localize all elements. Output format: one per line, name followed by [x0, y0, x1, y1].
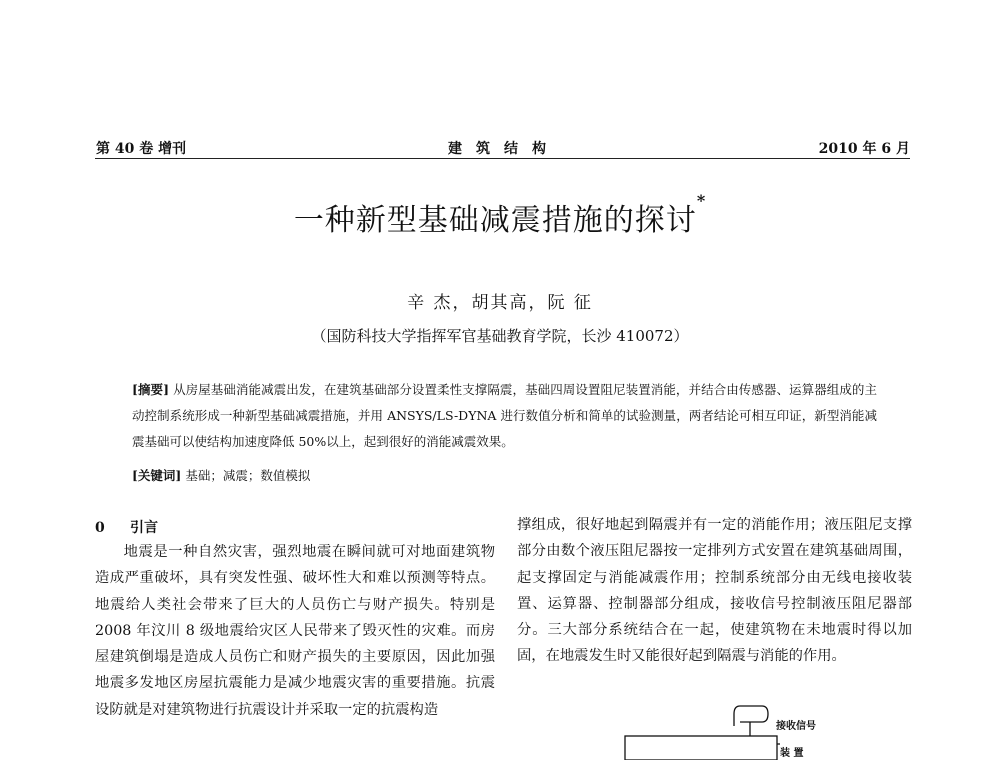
figure-label-device: 装 置 [780, 748, 804, 759]
section-heading [95, 517, 158, 537]
figure-label-receive: 接收信号 [776, 721, 816, 732]
system-diagram [600, 700, 860, 760]
right-column-paragraph: 撑组成，很好地起到隔震并有一定的消能作用；液压阻尼支撑部分由数个液压阻尼器按一定排列方式安置在建筑基础周围，起支撑固定与消能减震作用；控制系统部分由无线电接收装置、运算器、控制器部分组成，接收信号控制液压阻尼器部分。三大部分系统结合在一起，使建筑物在未地震时得以加固，在地震发生时又能很好起到隔震与消能的作用。 [517, 517, 912, 665]
keywords-label: [关键词] [132, 468, 182, 483]
keywords [132, 466, 877, 484]
right-column [517, 512, 912, 670]
abstract [132, 377, 877, 455]
paper-title-text: 一种新型基础减震措施的探讨 [293, 203, 697, 238]
paper-title [0, 191, 1000, 239]
antenna-icon [734, 706, 768, 726]
authors: 辛 杰，胡其高，阮 征 [407, 293, 593, 313]
affiliation: （国防科技大学指挥军官基础教育学院，长沙 410072） [311, 327, 689, 345]
device-box [625, 736, 777, 760]
keywords-text: 基础；减震；数值模拟 [181, 468, 311, 483]
abstract-text: 从房屋基础消能减震出发，在建筑基础部分设置柔性支撑隔震，基础四周设置阻尼装置消能，并结合由传感器、运算器组成的主动控制系统形成一种新型基础减震措施，并用 ANSYS/LS-DYNA 进行数值分析和简单的试验测量，两者结论可相互印证，新型消能减震基础可以使结构加速度降低 50%以上，起到很好的消能减震效果。 [132, 382, 877, 449]
section-number: 0 [95, 520, 105, 536]
header-rule [95, 158, 910, 159]
left-column-paragraph: 地震是一种自然灾害，强烈地震在瞬间就可对地面建筑物造成严重破坏，具有突发性强、破坏性大和难以预测等特点。地震给人类社会带来了巨大的人员伤亡与财产损失。特别是 2008 年汶川 8 级地震给灾区人民带来了毁灭性的灾难。而房屋建筑倒塌是造成人员伤亡和财产损失的主要原因，因此加强地震多发地区房屋抗震能力是减少地震灾害的重要措施。抗震设防就是对建筑物进行抗震设计并采取一定的抗震构造 [95, 544, 495, 718]
abstract-label: [摘要] [132, 382, 170, 397]
title-footnote-mark: * [696, 191, 707, 210]
section-title: 引言 [130, 520, 158, 536]
running-header-journal: 建筑结构 [448, 141, 560, 157]
running-header-volume: 第 40 卷 增刊 [96, 141, 187, 157]
running-header-date: 2010 年 6 月 [818, 141, 910, 157]
left-column [95, 539, 495, 723]
